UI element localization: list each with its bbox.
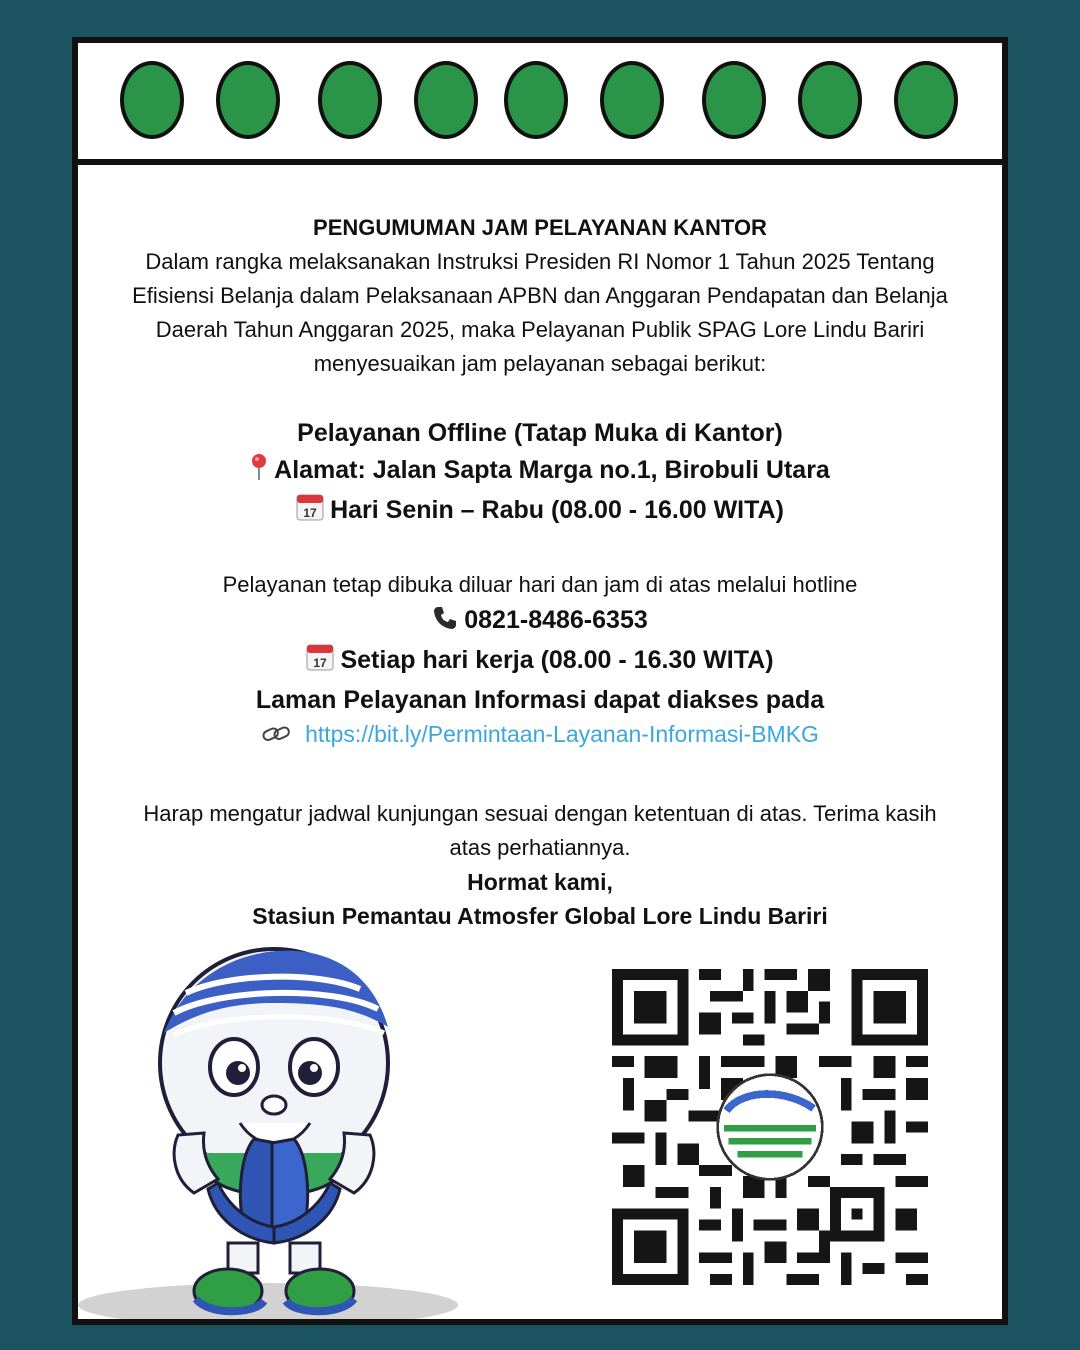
binder-ring [600,61,664,139]
link-line [78,719,1002,751]
offline-schedule-text: Hari Senin – Rabu (08.00 - 16.00 WITA) [330,496,784,524]
announcement-intro: Dalam rangka melaksanakan Instruksi Presiden RI Nomor 1 Tahun 2025 Tentang Efisiensi Belanja dalam Pelaksanaan APBN dan Anggaran Pendapatan dan Belanja Daerah Tahun Anggaran 2025, maka Pelayanan Publik SPAG Lore Lindu Bariri menyesuaikan jam pelayanan sebagai berikut: [132,249,948,376]
binder-ring [894,61,958,139]
svg-text:17: 17 [303,506,317,520]
binder-ring [798,61,862,139]
binder-ring [702,61,766,139]
announcement-card [72,37,1008,1325]
pin-icon [250,453,268,492]
info-heading: Laman Pelayanan Informasi dapat diakses pada [255,686,825,714]
hotline-schedule-line [78,642,1002,682]
notebook-header [78,43,1002,165]
binder-ring [504,61,568,139]
offline-heading: Pelayanan Offline (Tatap Muka di Kantor) [297,419,783,447]
calendar-icon [306,643,334,682]
qr-code[interactable] [612,969,928,1285]
link-icon [261,721,291,751]
mascot-illustration [78,943,498,1323]
binder-ring [414,61,478,139]
phone-number[interactable]: 0821-8486-6353 [464,606,648,634]
binder-ring [120,61,184,139]
calendar-icon [296,493,324,532]
closing-signature: Stasiun Pemantau Atmosfer Global Lore Lindu Bariri [252,903,828,929]
announcement-title: PENGUMUMAN JAM PELAYANAN KANTOR [313,215,767,240]
phone-icon [432,605,458,642]
address-line [78,452,1002,492]
hotline-intro: Pelayanan tetap dibuka diluar hari dan jam di atas melalui hotline [222,572,858,597]
phone-line [78,602,1002,642]
binder-ring [318,61,382,139]
hotline-schedule-text: Setiap hari kerja (08.00 - 16.30 WITA) [340,646,774,674]
info-link[interactable]: https://bit.ly/Permintaan-Layanan-Informasi-BMKG [305,721,819,747]
closing-regards: Hormat kami, [467,869,613,895]
offline-schedule-line [78,492,1002,532]
announcement-content [78,165,1002,933]
binder-ring [216,61,280,139]
address-text: Alamat: Jalan Sapta Marga no.1, Birobuli Utara [274,456,830,484]
closing-note: Harap mengatur jadwal kunjungan sesuai dengan ketentuan di atas. Terima kasih atas perhatiannya. [143,801,937,860]
svg-text:17: 17 [313,656,328,670]
